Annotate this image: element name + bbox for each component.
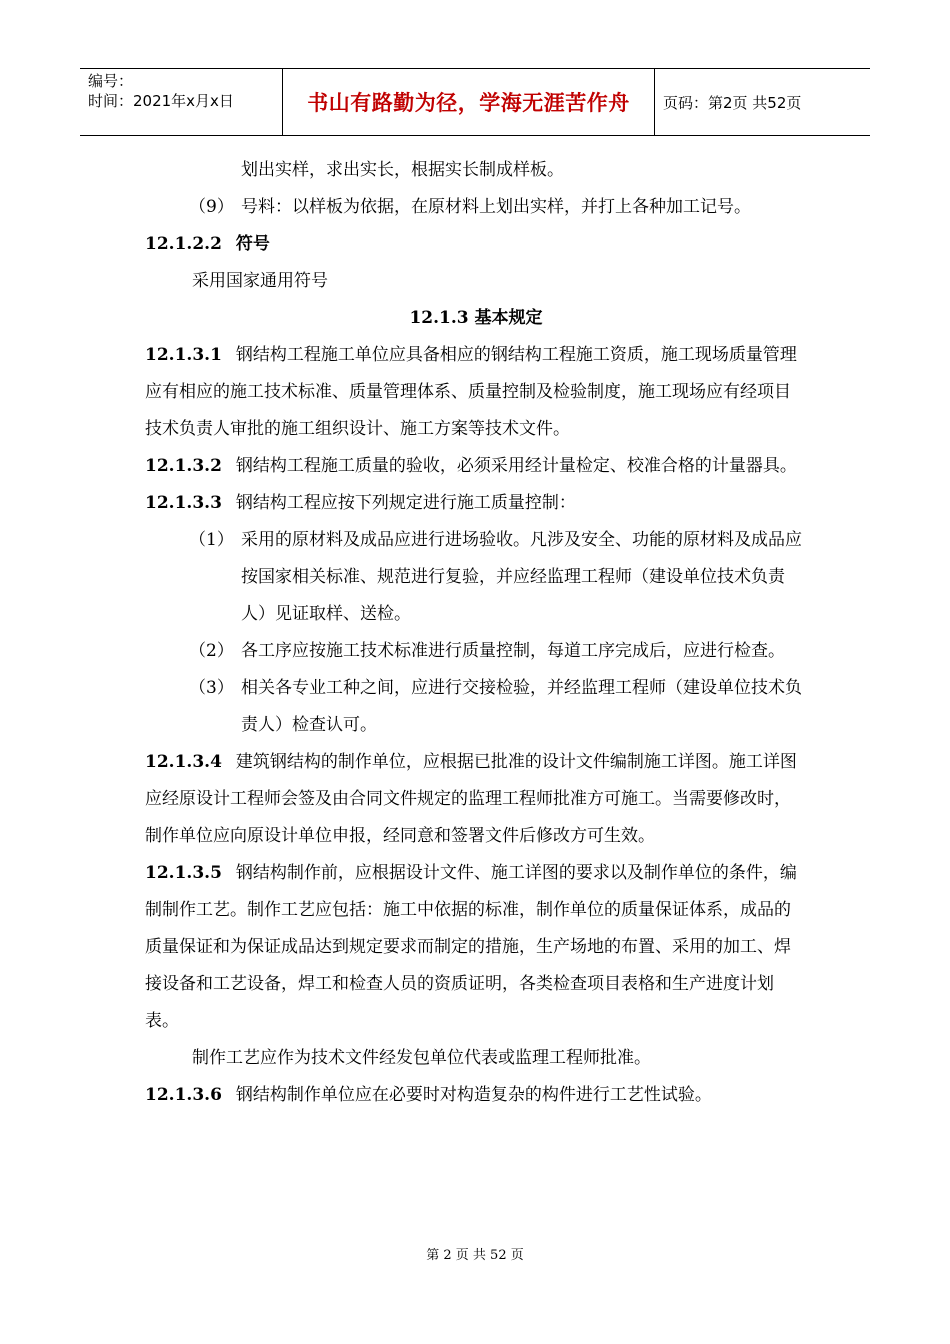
list-item-text: 相关各专业工种之间，应进行交接检验，并经监理工程师（建设单位技术负责人）检查认可。 xyxy=(241,678,802,735)
clause-12131 xyxy=(145,337,807,448)
clause-text: 钢结构工程施工单位应具备相应的钢结构工程施工资质，施工现场质量管理应有相应的施工技术标准、质量管理体系、质量控制及检验制度，施工现场应有经项目技术负责人审批的施工组织设计、施工方案等技术文件。 xyxy=(145,345,797,439)
clause-text: 钢结构工程施工质量的验收，必须采用经计量检定、校准合格的计量器具。 xyxy=(235,456,797,476)
page-footer: 第 2 页 共 52 页 xyxy=(426,1248,524,1263)
header-page-label: 页码：第2页 共52页 xyxy=(663,93,802,112)
clause-text: 钢结构制作单位应在必要时对构造复杂的构件进行工艺性试验。 xyxy=(235,1085,712,1105)
section-title: 符号 xyxy=(235,234,270,254)
list-item-text: 各工序应按施工技术标准进行质量控制，每道工序完成后，应进行检查。 xyxy=(241,641,785,661)
clause-number: 12.1.3.6 xyxy=(145,1085,222,1105)
list-item-number: （3） xyxy=(189,678,234,698)
clause-number: 12.1.3.3 xyxy=(145,493,222,513)
clause-12135 xyxy=(145,855,807,1040)
list-item-1 xyxy=(145,522,807,633)
list-item-3 xyxy=(145,670,807,744)
list-item-number: （2） xyxy=(189,641,234,661)
list-item-number: （1） xyxy=(189,530,234,550)
clause-12136 xyxy=(145,1077,807,1114)
section-heading-1213: 12.1.3 基本规定 xyxy=(409,308,543,328)
clause-number: 12.1.3.2 xyxy=(145,456,222,476)
clause-text: 钢结构制作前，应根据设计文件、施工详图的要求以及制作单位的条件，编制制作工艺。制作工艺应包括：施工中依据的标准，制作单位的质量保证体系，成品的质量保证和为保证成品达到规定要求而制定的措施，生产场地的布置、采用的加工、焊接设备和工艺设备，焊工和检查人员的资质证明，各类检查项目表格和生产进度计划表。 xyxy=(145,863,797,1031)
clause-12134 xyxy=(145,744,807,855)
list-item-text: 号料：以样板为依据，在原材料上划出实样，并打上各种加工记号。 xyxy=(241,197,751,217)
clause-12133 xyxy=(145,485,807,522)
page-header xyxy=(80,68,870,136)
header-motto: 书山有路勤为径，学海无涯苦作舟 xyxy=(282,69,655,135)
clause-number: 12.1.3.5 xyxy=(145,863,222,883)
header-meta xyxy=(80,69,282,135)
clause-number: 12.1.3.4 xyxy=(145,752,222,772)
clause-12132 xyxy=(145,448,807,485)
continued-line: 划出实样，求出实长，根据实长制成样板。 xyxy=(241,160,564,180)
doc-code-label: 编号： xyxy=(88,72,134,90)
document-body xyxy=(145,152,807,1114)
clause-12135-extra: 制作工艺应作为技术文件经发包单位代表或监理工程师批准。 xyxy=(192,1048,651,1068)
clause-number: 12.1.3.1 xyxy=(145,345,222,365)
clause-text: 钢结构工程应按下列规定进行施工质量控制： xyxy=(235,493,576,513)
clause-text: 建筑钢结构的制作单位，应根据已批准的设计文件编制施工详图。施工详图应经原设计工程师会签及由合同文件规定的监理工程师批准方可施工。当需要修改时，制作单位应向原设计单位申报，经同意和签署文件后修改方可生效。 xyxy=(145,752,797,846)
section-text-12122: 采用国家通用符号 xyxy=(192,271,328,291)
section-heading-12122 xyxy=(145,226,807,263)
list-item-text: 采用的原材料及成品应进行进场验收。凡涉及安全、功能的原材料及成品应按国家相关标准、规范进行复验，并应经监理工程师（建设单位技术负责人）见证取样、送检。 xyxy=(241,530,802,624)
doc-date-label: 时间：2021年x月x日 xyxy=(88,92,234,110)
list-item-2 xyxy=(145,633,807,670)
list-item-number: （9） xyxy=(189,197,234,217)
list-item-9 xyxy=(145,189,807,226)
section-number: 12.1.2.2 xyxy=(145,234,222,254)
